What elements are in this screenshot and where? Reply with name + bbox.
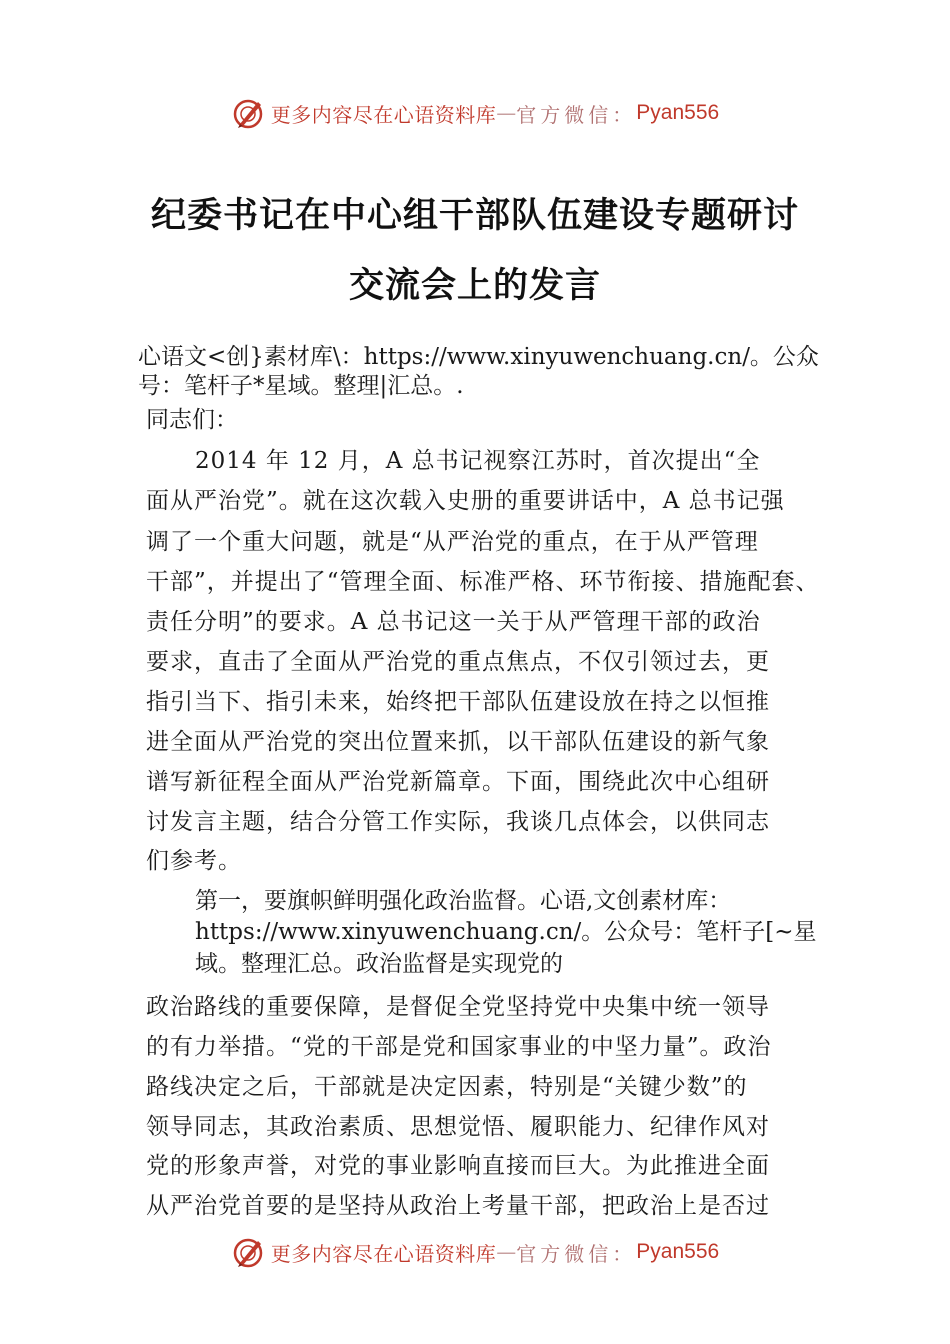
page-title-line2: 交流会上的发言 — [348, 265, 601, 306]
para1-line: 调了一个重大问题，就是“从严治党的重点，在于从严管理 — [146, 529, 759, 555]
pen-logo-icon — [231, 1235, 265, 1269]
page-title-line1: 纪委书记在中心组干部队伍建设专题研讨 — [150, 195, 799, 236]
para1-line: 们参考。 — [146, 848, 242, 874]
banner-text: 更多内容尽在心语资料库 — [270, 102, 497, 127]
section1-head-line: https://www.xinyuwenchuang.cn/。公众号：笔杆子[~星 — [195, 919, 817, 945]
para2-line: 从严治党首要的是坚持从政治上考量干部，把政治上是否过 — [146, 1193, 770, 1219]
header-banner — [0, 93, 950, 133]
banner-dash: — — [496, 1240, 517, 1264]
banner-wechat-label: 官方微信： — [516, 102, 637, 127]
para2-line: 的有力举措。“党的干部是党和国家事业的中坚力量”。政治 — [146, 1034, 772, 1060]
para2-line: 路线决定之后，干部就是决定因素，特别是“关键少数”的 — [146, 1074, 748, 1100]
para1-line: 面从严治党”。就在这次载入史册的重要讲话中，A 总书记强 — [146, 488, 785, 514]
para1-line: 要求，直击了全面从严治党的重点焦点，不仅引领过去，更 — [146, 649, 770, 675]
section1-head-line: 域。整理汇总。政治监督是实现党的 — [195, 951, 563, 977]
banner-dash: — — [496, 101, 517, 125]
section1-head-line: 第一，要旗帜鲜明强化政治监督。心语,文创素材库： — [195, 888, 732, 914]
source-line-2: 号：笔杆子*星域。整理|汇总。. — [138, 373, 464, 399]
greeting: 同志们： — [146, 407, 238, 433]
para2-line: 政治路线的重要保障，是督促全党坚持党中央集中统一领导 — [146, 994, 770, 1020]
banner-wechat-label: 官方微信： — [516, 1241, 637, 1266]
para1-line: 谱写新征程全面从严治党新篇章。下面，围绕此次中心组研 — [146, 769, 770, 795]
para1-line: 干部”，并提出了“管理全面、标准严格、环节衔接、措施配套、 — [146, 569, 820, 595]
para1-line: 进全面从严治党的突出位置来抓，以干部队伍建设的新气象 — [146, 729, 770, 755]
pen-logo-icon — [231, 96, 265, 130]
para2-line: 领导同志，其政治素质、思想觉悟、履职能力、纪律作风对 — [146, 1114, 770, 1140]
banner-wechat-id: Pyan556 — [636, 1240, 720, 1263]
para1-line: 责任分明”的要求。A 总书记这一关于从严管理干部的政治 — [146, 609, 761, 635]
banner-text: 更多内容尽在心语资料库 — [270, 1241, 497, 1266]
footer-banner — [0, 1232, 950, 1272]
para2-line: 党的形象声誉，对党的事业影响直接而巨大。为此推进全面 — [146, 1153, 770, 1179]
para1-line: 指引当下、指引未来，始终把干部队伍建设放在持之以恒推 — [146, 689, 770, 715]
source-line-1: 心语文<创}素材库\：https://www.xinyuwenchuang.cn/。公众 — [138, 344, 819, 370]
para1-line: 讨发言主题，结合分管工作实际，我谈几点体会，以供同志 — [146, 809, 770, 835]
para1-line: 2014 年 12 月，A 总书记视察江苏时，首次提出“全 — [195, 448, 761, 474]
banner-wechat-id: Pyan556 — [636, 101, 720, 124]
